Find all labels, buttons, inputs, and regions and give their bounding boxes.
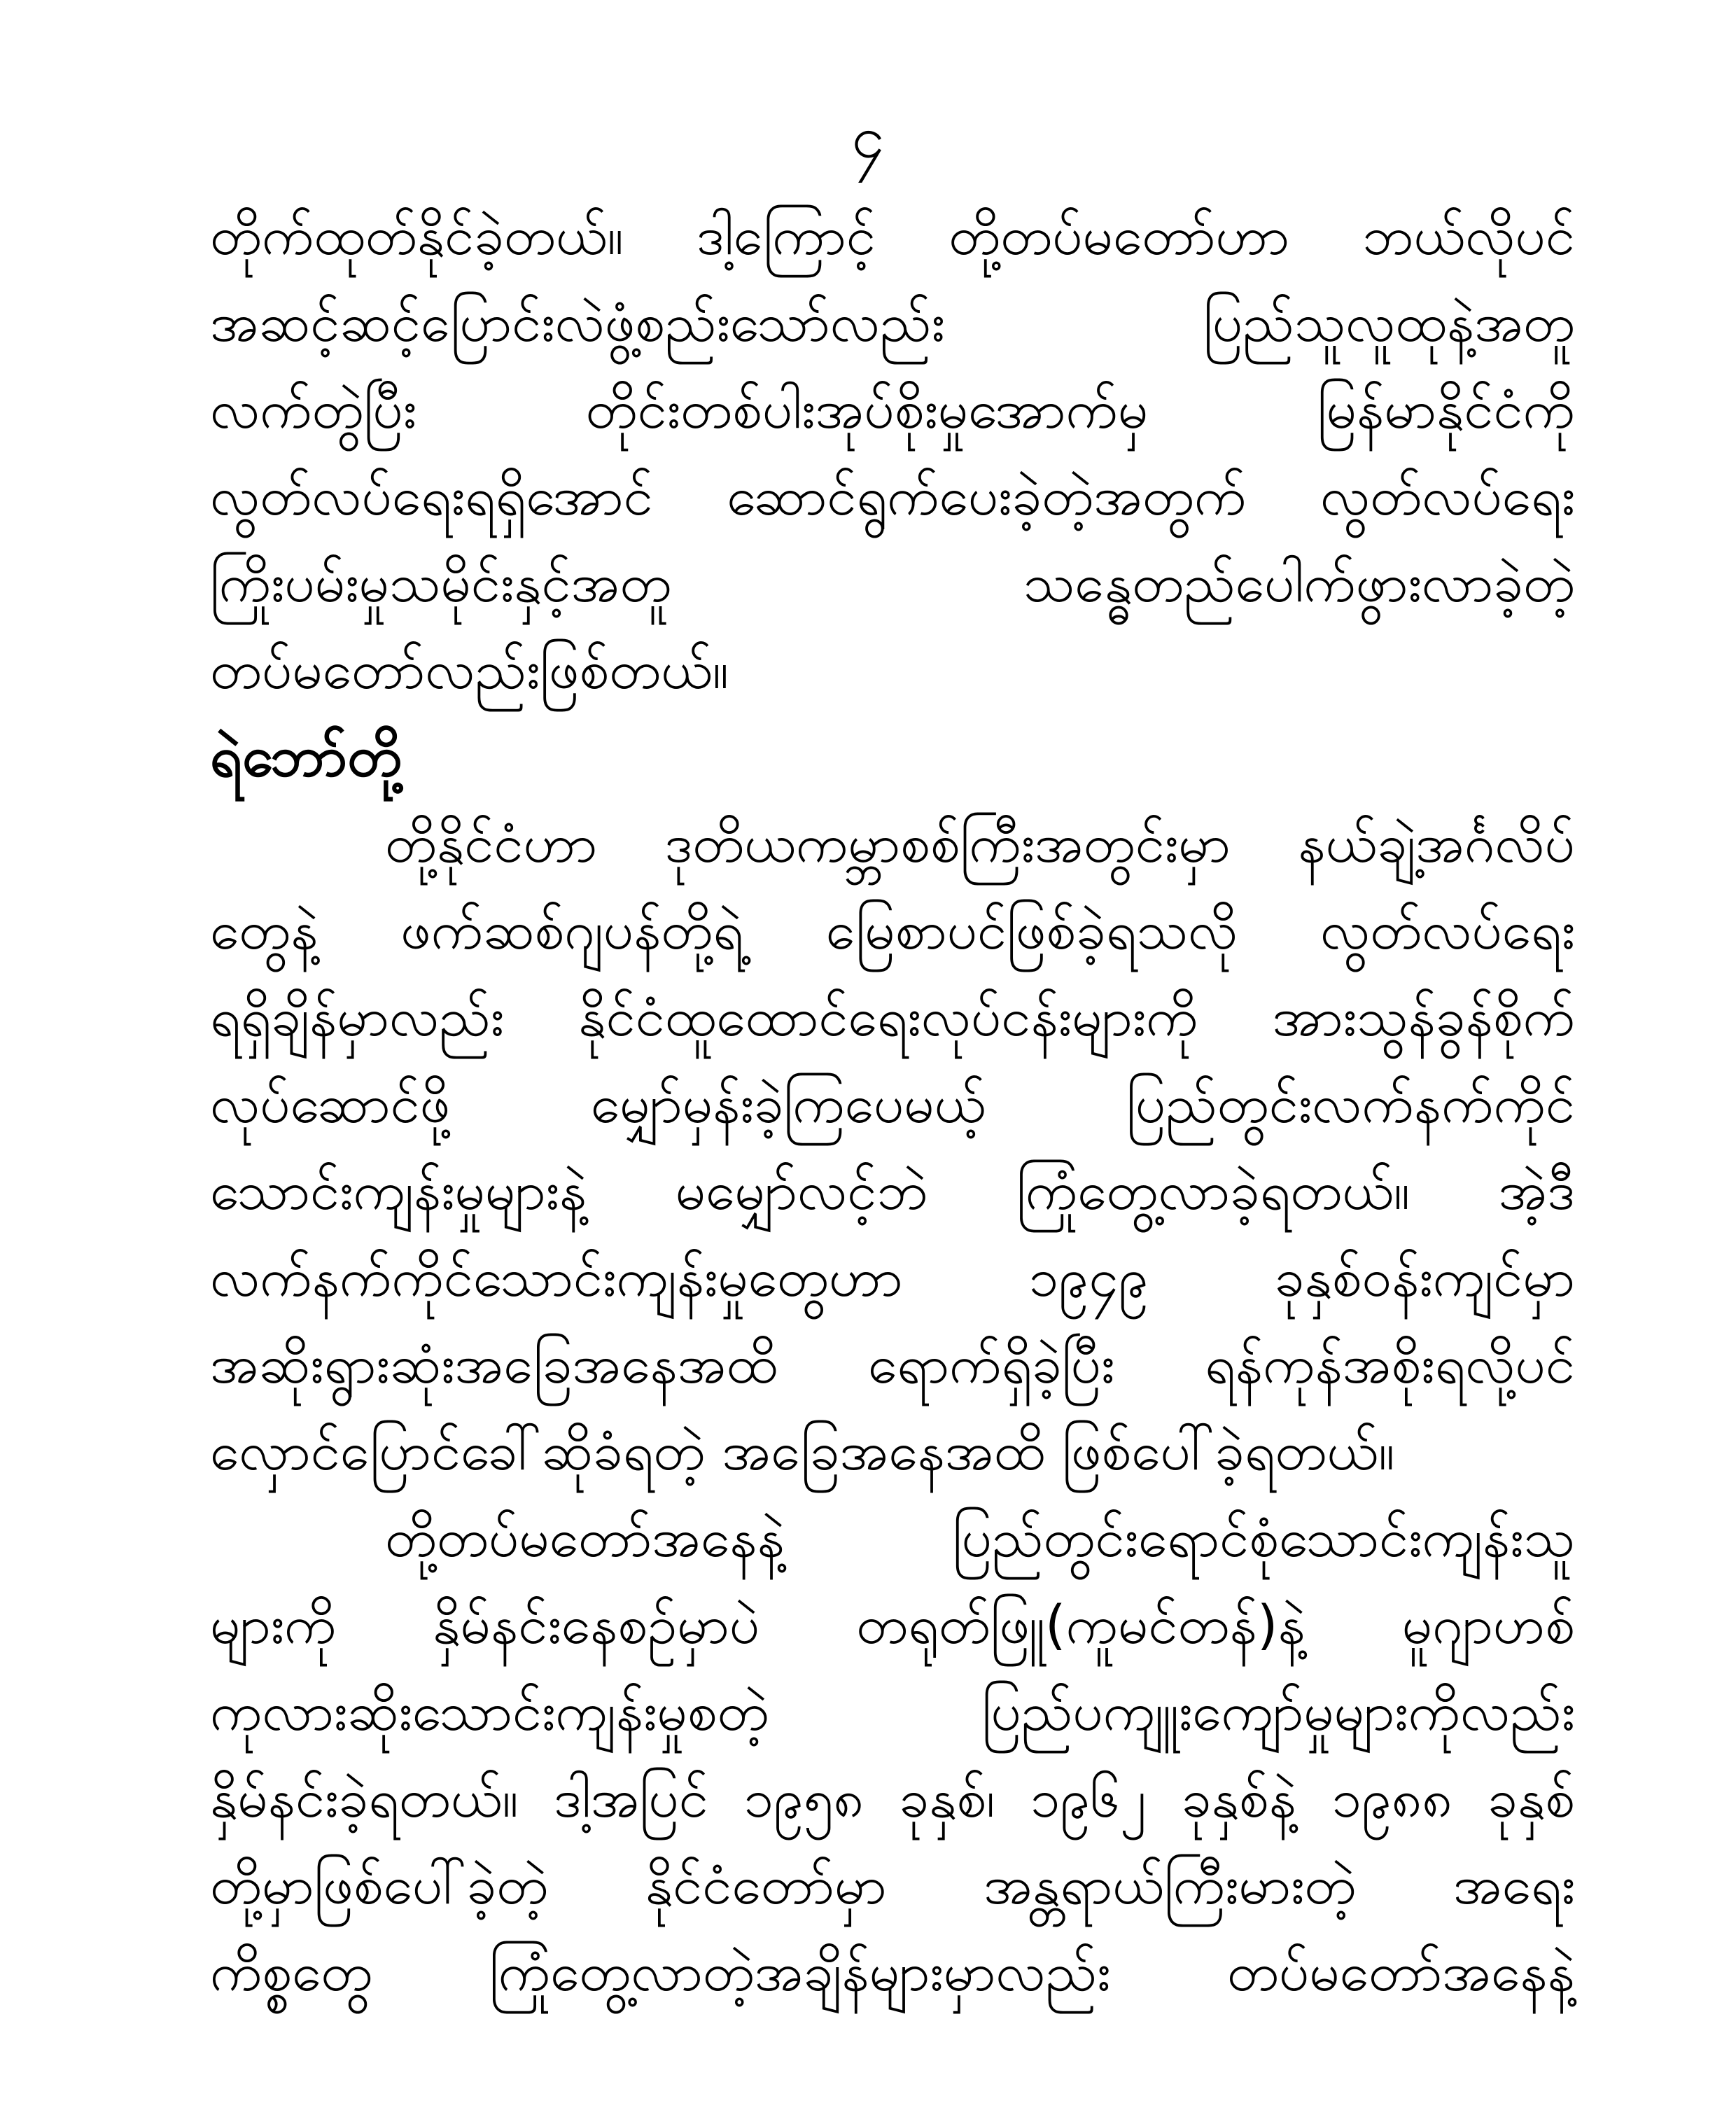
section-heading: ရဲဘော်တို့ [210,724,402,789]
text-line: တွေနဲ့ ဖက်ဆစ်ဂျပန်တို့ရဲ့ မြေစာပင်ဖြစ်ခဲ့ရသလို လွတ်လပ်ရေး [210,899,1575,961]
text-line: သောင်းကျန်းမှုများနဲ့ မမျှော်လင့်ဘဲ ကြုံတွေ့လာခဲ့ရတယ်။ အဲ့ဒီ [210,1159,1575,1222]
text-line: အဆိုးရွားဆုံးအခြေအနေအထိ ရောက်ရှိခဲ့ပြီး ရန်ကုန်အစိုးရလို့ပင် [210,1333,1575,1395]
text-line: လှောင်ပြောင်ခေါ်ဆိုခံရတဲ့ အခြေအနေအထိ ဖြစ်ပေါ်ခဲ့ရတယ်။ [210,1420,1395,1482]
paragraph-1 [210,193,1575,713]
text-line: ကြိုးပမ်းမှုသမိုင်းနှင့်အတူ သန္ဓေတည်ပေါက်ဖွားလာခဲ့တဲ့ [210,552,1575,614]
paragraph-2 [210,800,1575,1495]
page-number: ၄ [851,102,885,171]
text-line: တပ်မတော်လည်းဖြစ်တယ်။ [210,638,729,701]
text-line: ကိစ္စတွေ ကြုံတွေ့လာတဲ့အချိန်များမှာလည်း တပ်မတော်အနေနဲ့ [210,1941,1575,2003]
text-line: တို့မှာဖြစ်ပေါ်ခဲ့တဲ့ နိုင်ငံတော်မှာ အန္တရာယ်ကြီးမားတဲ့ အရေး [210,1854,1575,1916]
text-line: လက်နက်ကိုင်သောင်းကျန်းမှုတွေဟာ ၁၉၄၉ ခုနှစ်ဝန်းကျင်မှာ [210,1246,1575,1308]
body-text [210,193,1575,2015]
text-line: တိုက်ထုတ်နိုင်ခဲ့တယ်။ ဒါ့ကြောင့် တို့တပ်မတော်ဟာ ဘယ်လိုပင် [210,204,1575,267]
text-line: လက်တွဲပြီး တိုင်းတစ်ပါးအုပ်စိုးမှုအောက်မှ မြန်မာနိုင်ငံကို [210,378,1575,440]
text-line: လွတ်လပ်ရေးရရှိအောင် ဆောင်ရွက်ပေးခဲ့တဲ့အတွက် လွတ်လပ်ရေး [210,465,1575,527]
text-line: များကို နှိမ်နင်းနေစဉ်မှာပဲ တရုတ်ဖြူ(ကူမင်တန်)နဲ့ မူဂျာဟစ် [210,1593,1575,1656]
text-line: အဆင့်ဆင့်ပြောင်းလဲဖွံ့စည်းသော်လည်း ပြည်သူလူထုနဲ့အတူ [210,291,1575,354]
text-line: ကုလားဆိုးသောင်းကျန်းမှုစတဲ့ ပြည်ပကျူးကျော်မှုများကိုလည်း [210,1680,1575,1742]
text-line: နှိမ်နင်းခဲ့ရတယ်။ ဒါ့အပြင် ၁၉၅၈ ခုနှစ်၊ ၁၉၆၂ ခုနှစ်နဲ့ ၁၉၈၈ ခုနှစ် [210,1767,1575,1829]
text-line: တို့နိုင်ငံဟာ ဒုတိယကမ္ဘာစစ်ကြီးအတွင်းမှာ နယ်ချဲ့အင်္ဂလိပ် [385,812,1575,874]
paragraph-3 [210,1495,1575,2015]
text-line: လုပ်ဆောင်ဖို့ မျှော်မှန်းခဲ့ကြပေမယ့် ပြည်တွင်းလက်နက်ကိုင် [210,1073,1575,1135]
text-line: တို့တပ်မတော်အနေနဲ့ ပြည်တွင်းရောင်စုံသောင်းကျန်းသူ [385,1507,1575,1569]
text-line: ရရှိချိန်မှာလည်း နိုင်ငံထူထောင်ရေးလုပ်ငန်းများကို အားသွန်ခွန်စိုက် [210,986,1575,1048]
